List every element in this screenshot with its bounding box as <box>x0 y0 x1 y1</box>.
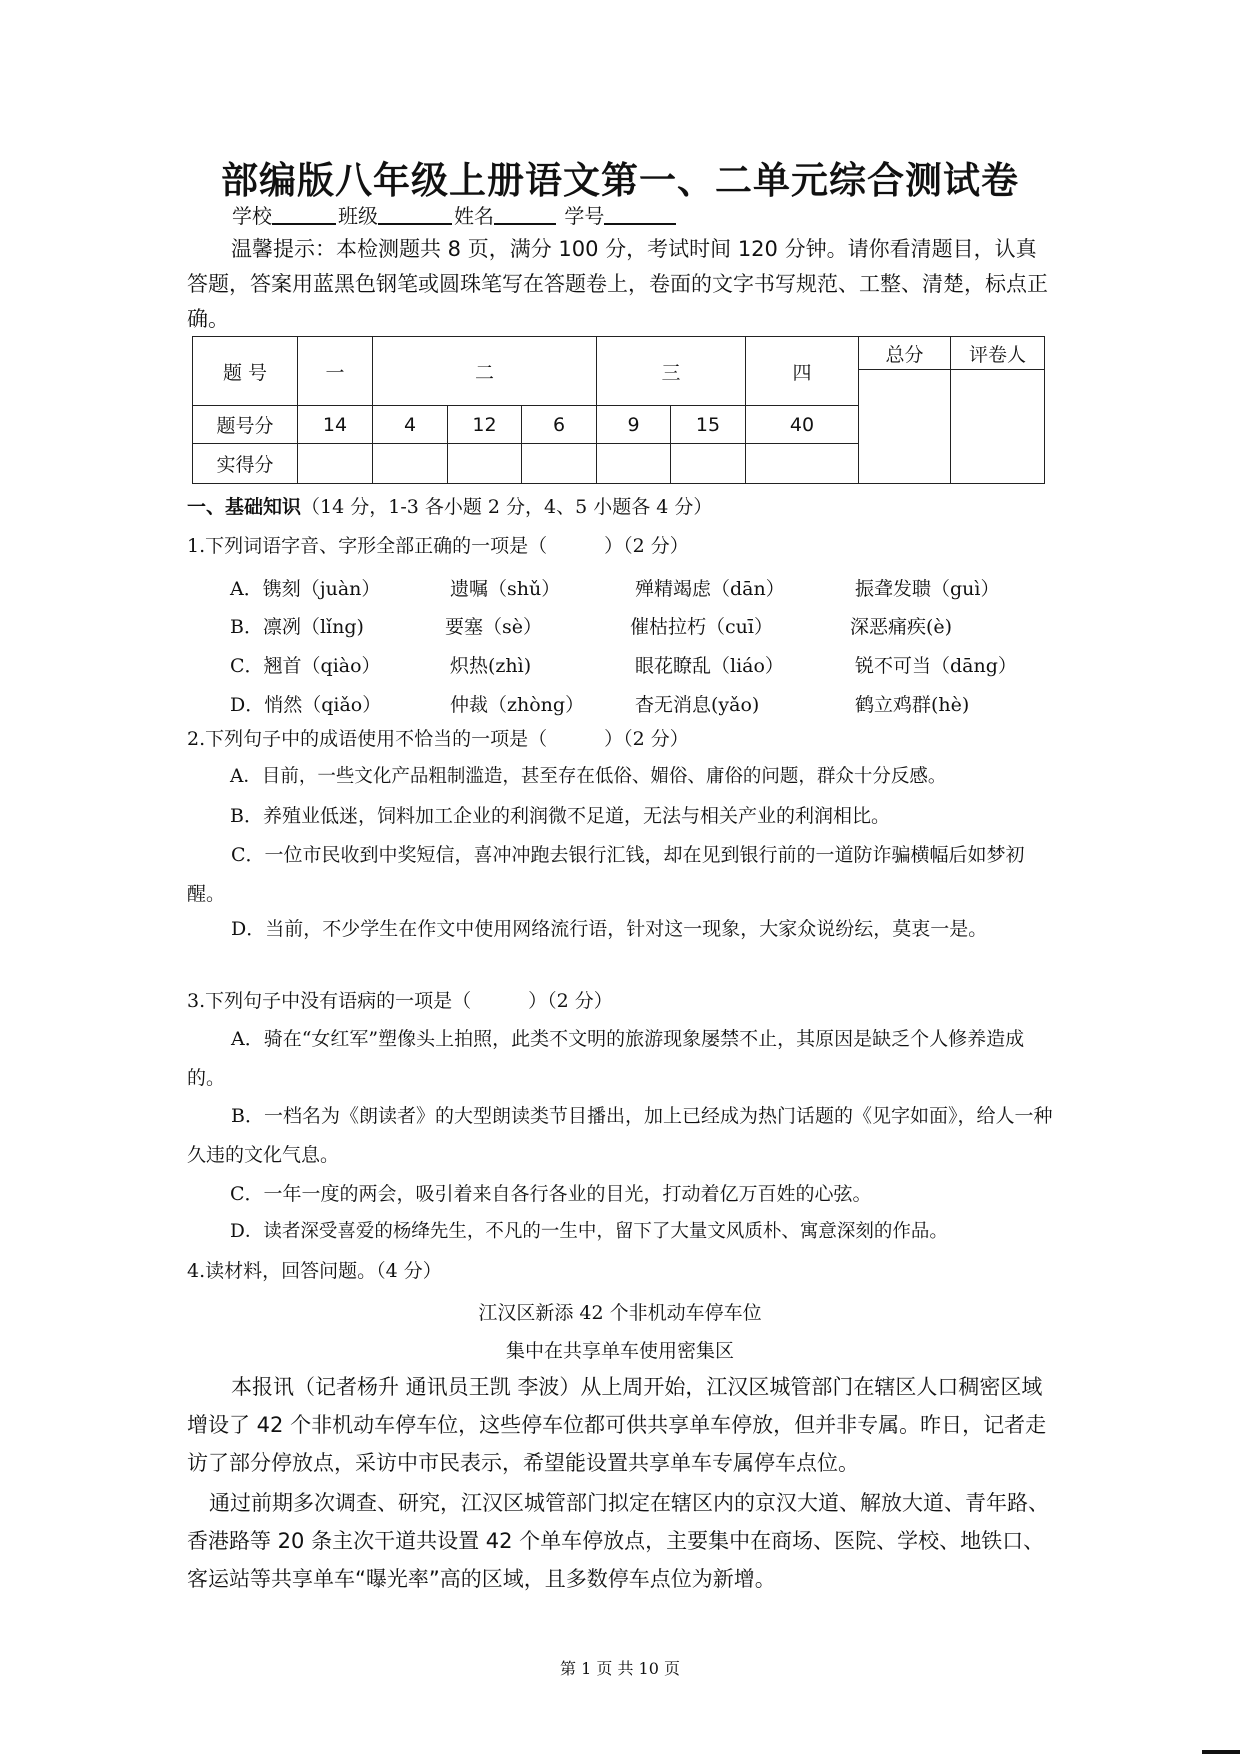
option-item: C．翘首（qiào） <box>230 655 381 677</box>
earned-cell[interactable] <box>597 444 671 484</box>
number-blank[interactable] <box>604 203 676 225</box>
earned-cell[interactable] <box>671 444 746 484</box>
class-blank[interactable] <box>378 203 452 225</box>
points-cell: 40 <box>746 406 859 444</box>
section-one-heading <box>187 492 712 519</box>
score-table <box>192 336 1045 484</box>
school-label: 学校 <box>232 204 272 228</box>
q2-option-a: A．目前，一些文化产品粗制滥造，甚至存在低俗、媚俗、庸俗的问题，群众十分反感。 <box>230 766 947 787</box>
q3-option-a: A．骑在“女红军”塑像头上拍照，此类不文明的旅游现象屡禁不止，其原因是缺乏个人修养造成的。 <box>187 1028 1025 1089</box>
option-item: 深恶痛疾(è) <box>850 616 953 638</box>
option-item: 催枯拉朽（cuī） <box>630 616 773 638</box>
earned-cell[interactable] <box>373 444 448 484</box>
question-3-stem: 3.下列句子中没有语病的一项是（ ）（2 分） <box>187 990 613 1012</box>
student-info-line <box>232 200 678 229</box>
class-label: 班级 <box>338 204 378 228</box>
points-cell: 6 <box>522 406 597 444</box>
section-one-note: （14 分，1-3 各小题 2 分，4、5 小题各 4 分） <box>301 496 713 518</box>
option-item: 殚精竭虑（dān） <box>635 578 785 600</box>
part-two-header: 二 <box>373 337 597 406</box>
earned-cell[interactable] <box>448 444 522 484</box>
earned-cell[interactable] <box>746 444 859 484</box>
q2-option-d: D．当前，不少学生在作文中使用网络流行语，针对这一现象，大家众说纷纭，莫衷一是。 <box>231 918 988 940</box>
option-item: D．悄然（qiǎo） <box>230 694 382 716</box>
question-2-stem: 2.下列句子中的成语使用不恰当的一项是（ ）（2 分） <box>187 728 689 750</box>
name-label: 姓名 <box>454 204 494 228</box>
earned-cell[interactable] <box>298 444 373 484</box>
total-score-header: 总分 <box>859 337 951 370</box>
question-number-header: 题 号 <box>193 337 298 406</box>
points-cell: 4 <box>373 406 448 444</box>
name-blank[interactable] <box>494 203 556 225</box>
option-item: 要塞（sè） <box>445 616 542 638</box>
grader-header: 评卷人 <box>951 337 1045 370</box>
part-four-header: 四 <box>746 337 859 406</box>
q3-option-d: D．读者深受喜爱的杨绛先生，不凡的一生中，留下了大量文风质朴、寓意深刻的作品。 <box>230 1221 948 1242</box>
points-cell: 15 <box>671 406 746 444</box>
part-three-header: 三 <box>597 337 746 406</box>
page-footer: 第 1 页 共 10 页 <box>560 1659 680 1678</box>
option-item: 遗嘱（shǔ） <box>450 578 561 600</box>
part-one-header: 一 <box>298 337 373 406</box>
exam-tip: 温馨提示：本检测题共 8 页，满分 100 分，考试时间 120 分钟。请你看清题目，认真答题，答案用蓝黑色钢笔或圆珠笔写在答题卷上，卷面的文字书写规范、工整、清楚，标点正确。 <box>187 237 1048 331</box>
option-item: 振聋发聩（guì） <box>855 578 1000 600</box>
points-row-label: 题号分 <box>193 406 298 444</box>
points-cell: 12 <box>448 406 522 444</box>
news-paragraph-2: 通过前期多次调查、研究，江汉区城管部门拟定在辖区内的京汉大道、解放大道、青年路、香港路等 20 条主次干道共设置 42 个单车停放点，主要集中在商场、医院、学校、地铁口、客运站等共享单车“曝光率”高的区域，且多数停车点位为新增。 <box>187 1491 1049 1591</box>
question-1-stem: 1.下列词语字音、字形全部正确的一项是（ ）（2 分） <box>187 535 689 557</box>
q3-option-c: C．一年一度的两会，吸引着来自各行各业的目光，打动着亿万百姓的心弦。 <box>230 1183 872 1205</box>
option-item: 仲裁（zhòng） <box>450 694 585 716</box>
option-item: 炽热(zhì) <box>450 655 532 677</box>
points-cell: 14 <box>298 406 373 444</box>
q2-option-c: C．一位市民收到中奖短信，喜冲冲跑去银行汇钱，却在见到银行前的一道防诈骗横幅后如梦初醒。 <box>187 844 1025 905</box>
school-blank[interactable] <box>272 203 336 225</box>
earned-row-label: 实得分 <box>193 444 298 484</box>
option-item: 杳无消息(yǎo) <box>635 694 760 716</box>
option-item: 锐不可当（dāng） <box>855 655 1017 677</box>
total-score-cell[interactable] <box>859 370 951 484</box>
question-4-stem: 4.读材料，回答问题。（4 分） <box>187 1260 442 1282</box>
option-item: 鹤立鸡群(hè) <box>855 694 970 716</box>
option-item: B．凛冽（lǐng) <box>230 616 364 638</box>
q3-option-b: B．一档名为《朗读者》的大型朗读类节目播出，加上已经成为热门话题的《见字如面》，给人一种久违的文化气息。 <box>187 1105 1053 1166</box>
q2-option-b: B．养殖业低迷，饲料加工企业的利润微不足道，无法与相关产业的利润相比。 <box>230 805 890 827</box>
number-label: 学号 <box>564 204 605 228</box>
option-item: 眼花瞭乱（liáo） <box>635 655 784 677</box>
grader-cell[interactable] <box>951 370 1045 484</box>
news-headline: 江汉区新添 42 个非机动车停车位 <box>478 1302 762 1324</box>
earned-cell[interactable] <box>522 444 597 484</box>
points-cell: 9 <box>597 406 671 444</box>
section-one-title: 一、基础知识 <box>187 496 302 518</box>
option-item: A．镌刻（juàn） <box>230 578 381 600</box>
page-title: 部编版八年级上册语文第一、二单元综合测试卷 <box>221 159 1019 202</box>
news-paragraph-1: 本报讯（记者杨升 通讯员王凯 李波）从上周开始，江汉区城管部门在辖区人口稠密区域增设了 42 个非机动车停车位，这些停车位都可供共享单车停放，但并非专属。昨日，记者走访了部分停放点，采访中市民表示，希望能设置共享单车专属停车点位。 <box>187 1375 1047 1475</box>
news-subheadline: 集中在共享单车使用密集区 <box>505 1340 734 1362</box>
corner-mark <box>1202 1750 1240 1754</box>
